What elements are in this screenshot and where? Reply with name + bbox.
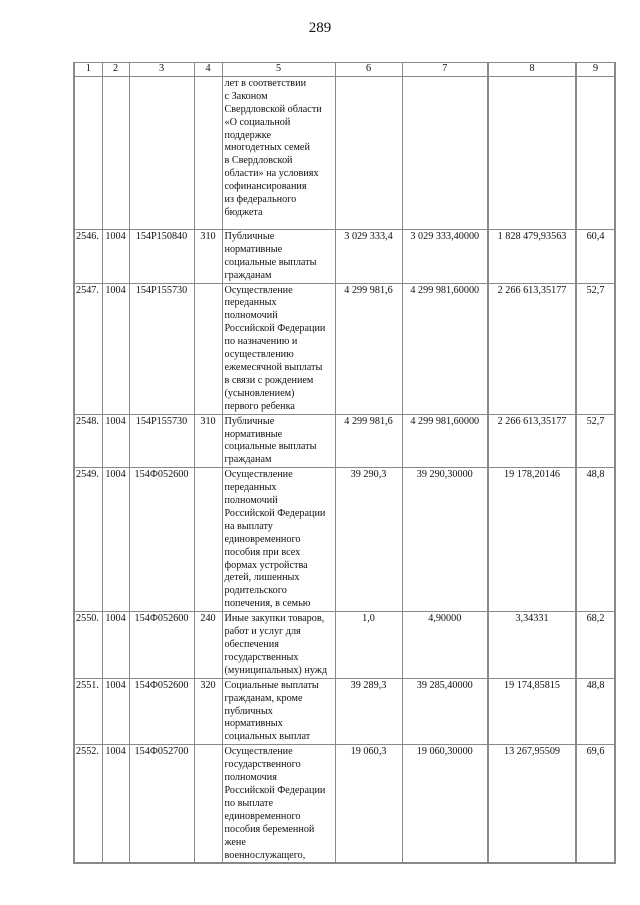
column-header: 4 xyxy=(194,63,222,77)
column-header: 5 xyxy=(222,63,335,77)
table-row xyxy=(74,745,615,864)
description-line: Иные закупки товаров, xyxy=(224,613,325,625)
description-line: нормативные xyxy=(224,243,283,255)
refined-amount: 39 285,40000 xyxy=(402,678,488,745)
approved-amount: 19 060,3 xyxy=(335,745,402,864)
description-line: обеспечения xyxy=(224,639,279,650)
description xyxy=(222,414,335,468)
executed-amount: 13 267,95509 xyxy=(488,745,576,864)
section-code xyxy=(102,76,129,229)
description-line: государственных xyxy=(224,651,299,663)
expense-type-code xyxy=(194,283,222,414)
description xyxy=(222,76,335,229)
section-code: 1004 xyxy=(102,468,129,612)
column-header: 8 xyxy=(488,63,576,77)
executed-amount: 2 266 613,35177 xyxy=(488,283,576,414)
target-article-code: 154Ф052600 xyxy=(129,468,194,612)
description xyxy=(222,283,335,414)
row-number xyxy=(74,76,102,229)
column-header: 3 xyxy=(129,63,194,77)
expense-type-code xyxy=(194,76,222,229)
page-number: 289 xyxy=(308,20,332,36)
description-line: Осуществление xyxy=(224,469,293,481)
refined-amount: 3 029 333,40000 xyxy=(402,229,488,283)
description-line: бюджета xyxy=(224,206,263,218)
refined-amount: 4,90000 xyxy=(402,612,488,679)
description-line: в Свердловской xyxy=(224,155,293,167)
description-line: гражданам, кроме xyxy=(224,692,303,704)
section-code: 1004 xyxy=(102,678,129,745)
section-code: 1004 xyxy=(102,229,129,283)
description-line: социальные выплаты xyxy=(224,441,317,453)
execution-percent: 69,6 xyxy=(576,745,615,864)
row-number: 2552. xyxy=(74,745,102,864)
refined-amount: 19 060,30000 xyxy=(402,745,488,864)
table-row xyxy=(74,283,615,414)
description-line: по выплате xyxy=(224,797,274,809)
target-article-code: 154Р150840 xyxy=(129,229,194,283)
execution-percent: 68,2 xyxy=(576,612,615,679)
table-row xyxy=(74,76,615,229)
description-line: Социальные выплаты xyxy=(224,679,319,691)
approved-amount: 4 299 981,6 xyxy=(335,283,402,414)
executed-amount xyxy=(488,76,576,229)
executed-amount: 1 828 479,93563 xyxy=(488,229,576,283)
description-line: «О социальной xyxy=(224,116,291,128)
execution-percent: 52,7 xyxy=(576,414,615,468)
description xyxy=(222,229,335,283)
expense-type-code: 240 xyxy=(194,612,222,679)
section-code: 1004 xyxy=(102,745,129,864)
description-line: государственного xyxy=(224,759,301,771)
description-line: попечения, в семью xyxy=(224,598,311,610)
approved-amount: 3 029 333,4 xyxy=(335,229,402,283)
description-line: единовременного xyxy=(224,533,301,545)
table-row xyxy=(74,229,615,283)
target-article-code: 154Ф052700 xyxy=(129,745,194,864)
target-article-code: 154Ф052600 xyxy=(129,612,194,679)
column-header: 7 xyxy=(402,63,488,77)
approved-amount xyxy=(335,76,402,229)
description-line: детей, лишенных xyxy=(224,572,300,584)
execution-percent: 48,8 xyxy=(576,468,615,612)
target-article-code xyxy=(129,76,194,229)
executed-amount: 19 174,85815 xyxy=(488,678,576,745)
description-line: Свердловской области xyxy=(224,103,322,115)
target-article-code: 154Ф052600 xyxy=(129,678,194,745)
execution-percent: 48,8 xyxy=(576,678,615,745)
description-line: в связи с рождением xyxy=(224,374,314,386)
refined-amount: 39 290,30000 xyxy=(402,468,488,612)
table-row xyxy=(74,468,615,612)
execution-percent xyxy=(576,76,615,229)
table-row xyxy=(74,612,615,679)
row-number: 2548. xyxy=(74,414,102,468)
executed-amount: 19 178,20146 xyxy=(488,468,576,612)
description-line: работ и услуг для xyxy=(224,626,301,638)
description-line: нормативные xyxy=(224,428,283,440)
expense-type-code xyxy=(194,745,222,864)
column-header: 1 xyxy=(74,63,102,77)
description-line: многодетных семей xyxy=(224,142,310,154)
description-line: родительского xyxy=(224,585,287,597)
description-line: Российской Федерации xyxy=(224,507,326,519)
row-number: 2546. xyxy=(74,229,102,283)
description-line: полномочий xyxy=(224,495,278,507)
execution-percent: 52,7 xyxy=(576,283,615,414)
execution-percent: 60,4 xyxy=(576,229,615,283)
description-line: с Законом xyxy=(224,90,268,102)
table-row xyxy=(74,678,615,745)
description-line: первого ребенка xyxy=(224,400,295,412)
description-line: Осуществление xyxy=(224,746,293,758)
description xyxy=(222,468,335,612)
expense-type-code: 310 xyxy=(194,414,222,468)
description-line: поддержке xyxy=(224,129,271,141)
description-line: (муниципальных) нужд xyxy=(224,664,327,676)
approved-amount: 1,0 xyxy=(335,612,402,679)
column-number-row xyxy=(74,63,615,77)
refined-amount: 4 299 981,60000 xyxy=(402,414,488,468)
description-line: Российской Федерации xyxy=(224,323,326,335)
description xyxy=(222,612,335,679)
description-line: Публичные xyxy=(224,230,275,242)
target-article-code: 154Р155730 xyxy=(129,283,194,414)
description-line: области» на условиях xyxy=(224,168,319,180)
row-number: 2550. xyxy=(74,612,102,679)
section-code: 1004 xyxy=(102,283,129,414)
column-header: 2 xyxy=(102,63,129,77)
refined-amount xyxy=(402,76,488,229)
description-line: переданных xyxy=(224,482,277,494)
description-line: гражданам xyxy=(224,269,272,281)
row-number: 2551. xyxy=(74,678,102,745)
description-line: социальных выплат xyxy=(224,731,311,743)
description-line: публичных xyxy=(224,705,273,717)
description-line: на выплату xyxy=(224,520,273,532)
description-line: ежемесячной выплаты xyxy=(224,361,323,373)
description-line: военнослужащего, xyxy=(224,849,306,861)
description-line: софинансирования xyxy=(224,181,307,193)
description-line: Российской Федерации xyxy=(224,784,326,796)
description-line: из федерального xyxy=(224,194,297,206)
approved-amount: 39 289,3 xyxy=(335,678,402,745)
column-header: 9 xyxy=(576,63,615,77)
description-line: жене xyxy=(224,836,246,848)
section-code: 1004 xyxy=(102,414,129,468)
description-line: пособия при всех xyxy=(224,546,301,558)
expense-type-code: 320 xyxy=(194,678,222,745)
description-line: гражданам xyxy=(224,454,272,466)
column-header: 6 xyxy=(335,63,402,77)
description xyxy=(222,678,335,745)
description-line: переданных xyxy=(224,297,277,309)
description-line: лет в соответствии xyxy=(224,77,307,89)
budget-table xyxy=(73,62,616,864)
table-row xyxy=(74,414,615,468)
description-line: Публичные xyxy=(224,415,275,427)
row-number: 2549. xyxy=(74,468,102,612)
approved-amount: 4 299 981,6 xyxy=(335,414,402,468)
row-number: 2547. xyxy=(74,283,102,414)
description-line: полномочий xyxy=(224,310,278,322)
executed-amount: 3,34331 xyxy=(488,612,576,679)
description-line: нормативных xyxy=(224,718,283,730)
description-line: осуществлению xyxy=(224,349,294,361)
description-line: пособия беременной xyxy=(224,823,315,835)
description-line: формах устройства xyxy=(224,559,308,571)
description-line: (усыновлением) xyxy=(224,387,295,399)
target-article-code: 154Р155730 xyxy=(129,414,194,468)
description-line: Осуществление xyxy=(224,284,293,296)
expense-type-code: 310 xyxy=(194,229,222,283)
description-line: по назначению и xyxy=(224,336,298,348)
section-code: 1004 xyxy=(102,612,129,679)
description-line: социальные выплаты xyxy=(224,256,317,268)
approved-amount: 39 290,3 xyxy=(335,468,402,612)
description-line: единовременного xyxy=(224,810,301,822)
executed-amount: 2 266 613,35177 xyxy=(488,414,576,468)
description-line: полномочия xyxy=(224,772,277,784)
refined-amount: 4 299 981,60000 xyxy=(402,283,488,414)
expense-type-code xyxy=(194,468,222,612)
description xyxy=(222,745,335,864)
